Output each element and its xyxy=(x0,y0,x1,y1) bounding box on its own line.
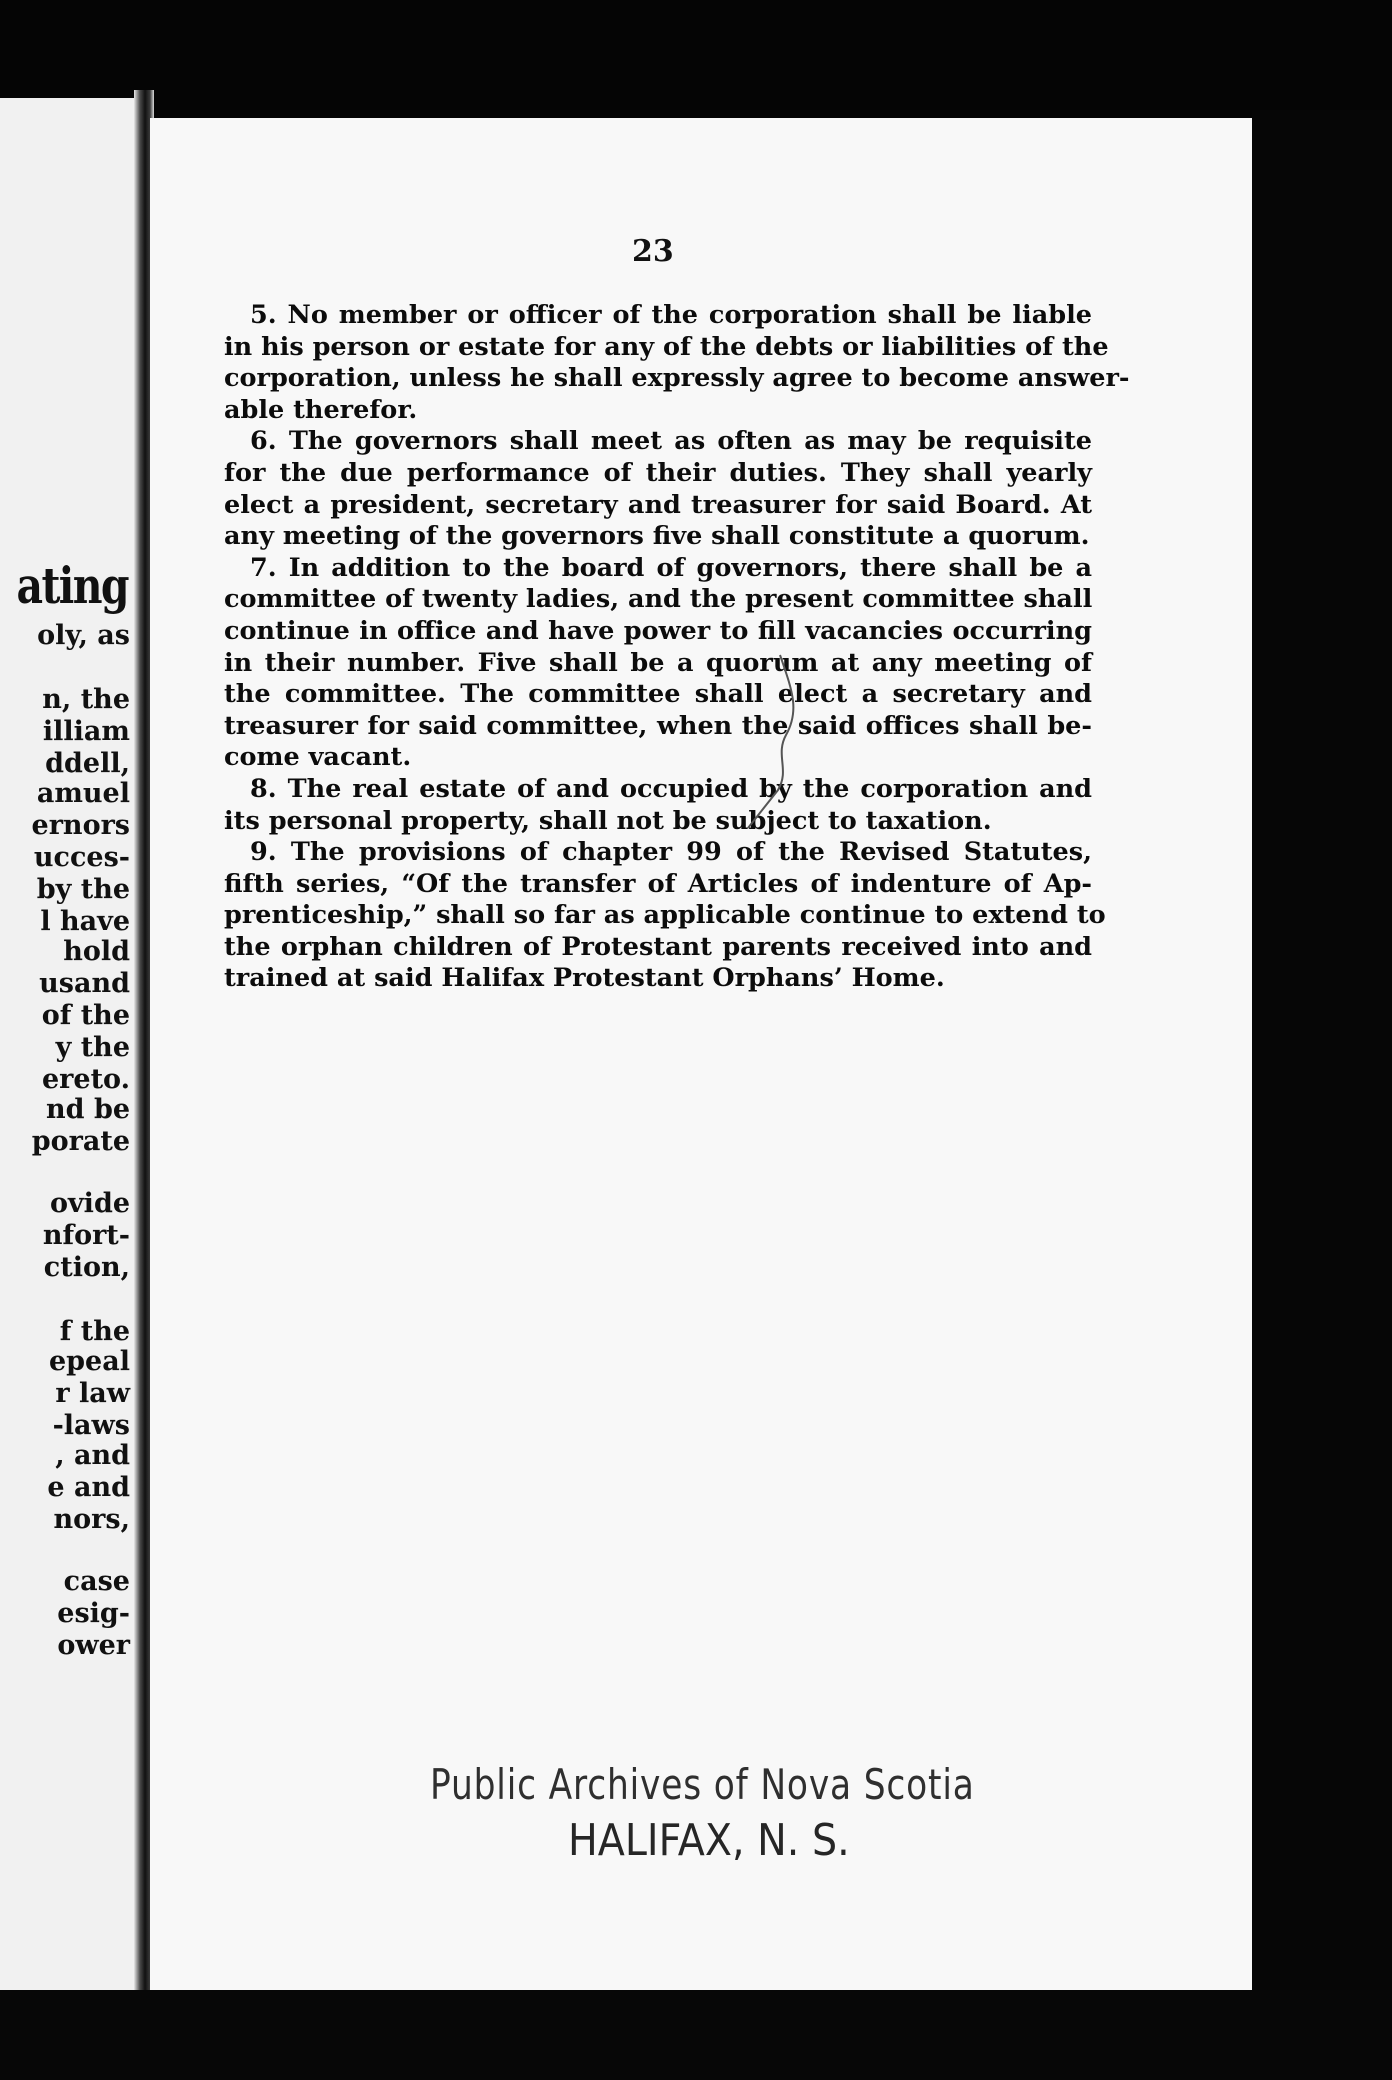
left-page-fragment: ction, xyxy=(43,1252,130,1283)
body-text-line: trained at said Halifax Protestant Orphans’ Home. xyxy=(224,963,945,994)
left-page-fragment: y the xyxy=(55,1032,130,1063)
body-text-line: for the due performance of their duties. They shall yearly xyxy=(224,457,1092,488)
left-page-fragment: nors, xyxy=(53,1504,130,1535)
left-page-fragment: f the xyxy=(59,1316,130,1347)
left-page-fragment: epeal xyxy=(49,1346,130,1377)
scan-bottom-border xyxy=(0,1990,1392,2080)
body-text-line: continue in office and have power to fill vacancies occurring xyxy=(224,615,1092,646)
body-text-line: 8. The real estate of and occupied by the corporation and xyxy=(250,773,1092,804)
body-text-line: 6. The governors shall meet as often as may be requisite xyxy=(250,426,1092,457)
body-text-line: able therefor. xyxy=(224,394,418,425)
scan-right-border xyxy=(1252,110,1392,2010)
left-page-fragment: n, the xyxy=(42,684,130,715)
left-page-fragment: ovide xyxy=(49,1188,130,1219)
body-text-line: in their number. Five shall be a quorum at any meeting of xyxy=(224,647,1092,678)
scan-top-border xyxy=(0,0,1392,118)
left-page-fragment: porate xyxy=(31,1126,130,1157)
left-page-fragment: l have xyxy=(40,906,130,937)
left-facing-page xyxy=(0,98,142,2018)
page-number: 23 xyxy=(632,234,674,269)
left-page-fragment: by the xyxy=(36,874,130,905)
body-text-line: corporation, unless he shall expressly agree to become answer- xyxy=(224,363,1130,394)
body-text-line: in his person or estate for any of the debts or liabilities of the xyxy=(224,331,1109,362)
left-page-heading-fragment: ating xyxy=(16,556,128,615)
archive-stamp-line1: Public Archives of Nova Scotia xyxy=(430,1760,975,1809)
body-text-line: fifth series, “Of the transfer of Articles of indenture of Ap- xyxy=(224,868,1092,899)
body-text-line: 7. In addition to the board of governors, there shall be a xyxy=(250,552,1092,583)
left-page-fragment: hold xyxy=(63,936,130,967)
left-page-fragment: nd be xyxy=(46,1094,130,1125)
body-text-line: 9. The provisions of chapter 99 of the Revised Statutes, xyxy=(250,837,1092,868)
body-text-line: prenticeship,” shall so far as applicable continue to extend to xyxy=(224,900,1106,931)
left-page-fragment: case xyxy=(63,1566,130,1597)
body-text-line: treasurer for said committee, when the said offices shall be- xyxy=(224,710,1092,741)
left-page-fragment: of the xyxy=(41,1000,130,1031)
statute-body-text xyxy=(224,300,1130,995)
body-text-line: 5. No member or officer of the corporation shall be liable xyxy=(250,300,1092,330)
left-page-fragment: amuel xyxy=(36,778,130,809)
left-page-fragment: ddell, xyxy=(45,748,130,779)
body-text-line: its personal property, shall not be subject to taxation. xyxy=(224,805,992,836)
body-text-line: elect a president, secretary and treasurer for said Board. At xyxy=(224,489,1092,520)
left-page-fragment: , and xyxy=(55,1440,130,1471)
left-page-fragment: r law xyxy=(55,1378,130,1409)
body-text-line: the orphan children of Protestant parents received into and xyxy=(224,931,1092,962)
body-text-line: come vacant. xyxy=(224,742,412,773)
body-text-line: any meeting of the governors five shall constitute a quorum. xyxy=(224,521,1090,552)
left-page-fragment: esig- xyxy=(57,1598,130,1629)
left-page-fragment: illiam xyxy=(42,716,130,747)
left-page-fragment: ower xyxy=(57,1630,130,1661)
left-page-fragment: e and xyxy=(47,1472,130,1503)
left-page-fragment: nfort- xyxy=(42,1220,130,1251)
body-text-line: the committee. The committee shall elect a secretary and xyxy=(224,679,1092,710)
body-text-line: committee of twenty ladies, and the present committee shall xyxy=(224,584,1093,615)
left-page-fragment: usand xyxy=(39,968,130,999)
archive-stamp-line2: HALIFAX, N. S. xyxy=(568,1815,850,1866)
left-page-fragment: -laws xyxy=(52,1410,130,1441)
left-page-fragment: oly, as xyxy=(37,620,130,651)
left-page-fragment: ernors xyxy=(31,810,130,841)
left-page-fragment: ucces- xyxy=(33,842,130,873)
left-page-fragment: ereto. xyxy=(42,1064,130,1095)
